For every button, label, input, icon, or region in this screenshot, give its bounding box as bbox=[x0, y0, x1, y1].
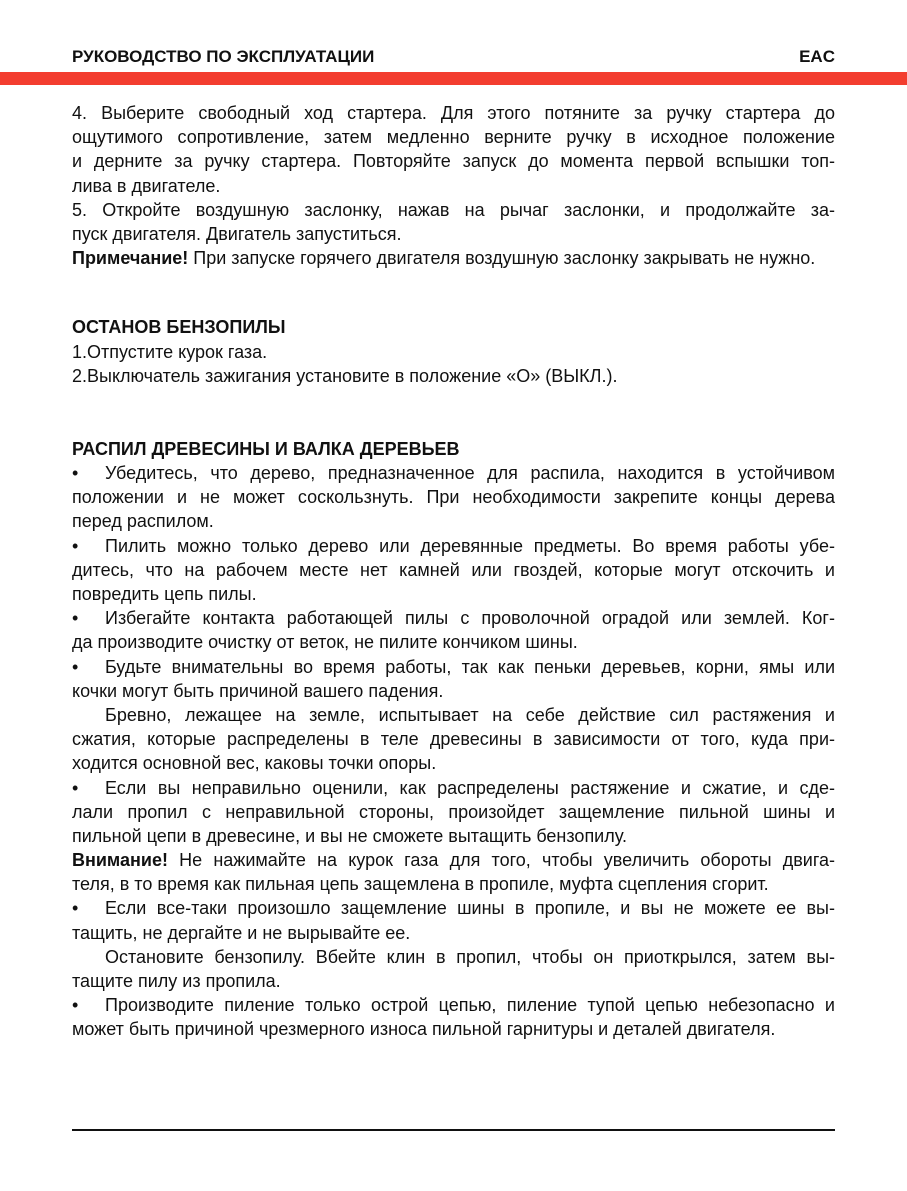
line-text: Если все-таки произошло защемление шины в пропиле, и вы не можете ее вы- bbox=[105, 898, 835, 919]
text-block-bullet bbox=[72, 993, 835, 1041]
text-block-bullet bbox=[72, 534, 835, 607]
footer-rule bbox=[72, 1129, 835, 1131]
line-text: Не нажимайте на курок газа для того, чтобы увеличить обороты двига- bbox=[167, 850, 835, 871]
line-text: кочки могут быть причиной вашего падения. bbox=[72, 680, 444, 701]
text-line bbox=[72, 1017, 835, 1041]
bullet-icon: • bbox=[72, 898, 79, 919]
text-block-note bbox=[72, 848, 835, 896]
line-text: положении и не может соскользнуть. При необходимости закрепите концы дерева bbox=[72, 487, 835, 508]
note-label: Примечание! bbox=[72, 248, 189, 269]
line-text: 1.Отпустите курок газа. bbox=[72, 341, 268, 362]
line-text: Будьте внимательны во время работы, так как пеньки деревьев, корни, ямы или bbox=[105, 656, 835, 677]
line-text: Бревно, лежащее на земле, испытывает на себе действие сил растяжения и bbox=[105, 704, 835, 725]
note-label: Внимание! bbox=[72, 850, 168, 871]
line-text: ходится основной вес, каковы точки опоры. bbox=[72, 753, 437, 774]
text-line bbox=[72, 993, 835, 1017]
text-line bbox=[72, 969, 835, 993]
section bbox=[72, 437, 835, 1042]
text-line bbox=[72, 174, 835, 198]
line-text: теля, в то время как пильная цепь защемлена в пропиле, муфта сцепления сгорит. bbox=[72, 874, 769, 895]
text-block-plain bbox=[72, 340, 835, 364]
section bbox=[72, 315, 835, 388]
text-line bbox=[72, 509, 835, 533]
line-text: 2.Выключатель зажигания установите в положение «О» (ВЫКЛ.). bbox=[72, 365, 618, 386]
text-block-bullet bbox=[72, 606, 835, 654]
bullet-icon: • bbox=[72, 777, 79, 798]
line-text: и дерните за ручку стартера. Повторяйте запуск до момента первой вспышки топ- bbox=[72, 151, 835, 172]
text-line bbox=[72, 727, 835, 751]
line-text: дитесь, что на рабочем месте нет камней или гвоздей, которые могут отскочить и bbox=[72, 559, 835, 580]
text-block-bullet bbox=[72, 776, 835, 849]
line-text: Убедитесь, что дерево, предназначенное для распила, находится в устойчивом bbox=[105, 463, 835, 484]
text-block-para bbox=[72, 101, 835, 198]
text-block-indent bbox=[72, 945, 835, 993]
bullet-icon: • bbox=[72, 656, 79, 677]
line-text: пуск двигателя. Двигатель запуститься. bbox=[72, 223, 402, 244]
text-line bbox=[72, 198, 835, 222]
text-line bbox=[72, 872, 835, 896]
text-block-bullet bbox=[72, 655, 835, 703]
text-line bbox=[72, 776, 835, 800]
line-text: Производите пиление только острой цепью, пиление тупой цепью небезопасно и bbox=[105, 995, 835, 1016]
section-heading: РАСПИЛ ДРЕВЕСИНЫ И ВАЛКА ДЕРЕВЬЕВ bbox=[72, 438, 460, 459]
line-text: да производите очистку от веток, не пилите кончиком шины. bbox=[72, 632, 578, 653]
text-line bbox=[72, 149, 835, 173]
document-header-title: РУКОВОДСТВО ПО ЭКСПЛУАТАЦИИ bbox=[72, 47, 375, 66]
text-line bbox=[72, 534, 835, 558]
eac-mark: EAC bbox=[799, 47, 835, 66]
text-line bbox=[72, 630, 835, 654]
text-line bbox=[72, 246, 835, 270]
text-line bbox=[72, 222, 835, 246]
text-block-indent bbox=[72, 703, 835, 776]
text-line bbox=[72, 896, 835, 920]
text-line bbox=[72, 679, 835, 703]
text-line bbox=[72, 340, 835, 364]
line-text: Если вы неправильно оценили, как распределены растяжение и сжатие, и сде- bbox=[105, 777, 835, 798]
text-line bbox=[72, 606, 835, 630]
line-text: Избегайте контакта работающей пилы с проволочной оградой или землей. Ког- bbox=[105, 608, 835, 629]
line-text: тащить, не дергайте и не вырывайте ее. bbox=[72, 922, 411, 943]
text-line bbox=[72, 945, 835, 969]
text-line bbox=[72, 101, 835, 125]
text-line bbox=[72, 125, 835, 149]
text-block-bullet bbox=[72, 461, 835, 534]
line-text: тащите пилу из пропила. bbox=[72, 971, 281, 991]
line-text: сжатия, которые распределены в теле древесины в зависимости от того, куда при- bbox=[72, 729, 835, 750]
text-line bbox=[72, 558, 835, 582]
bullet-icon: • bbox=[72, 608, 79, 629]
line-text: лали пропил с неправильной стороны, произойдет защемление пильной шины и bbox=[72, 801, 835, 822]
text-line bbox=[72, 848, 835, 872]
text-line bbox=[72, 582, 835, 606]
text-block-para bbox=[72, 198, 835, 246]
text-line bbox=[72, 824, 835, 848]
line-text: может быть причиной чрезмерного износа пильной гарнитуры и деталей двигателя. bbox=[72, 1019, 776, 1040]
page-content bbox=[72, 101, 835, 1042]
text-line bbox=[72, 751, 835, 775]
line-text: пильной цепи в древесине, и вы не сможете вытащить бензопилу. bbox=[72, 825, 627, 846]
bullet-icon: • bbox=[72, 995, 79, 1016]
text-line bbox=[72, 921, 835, 945]
line-text: 4. Выберите свободный ход стартера. Для этого потяните за ручку стартера до bbox=[72, 103, 835, 123]
bullet-icon: • bbox=[72, 535, 79, 556]
text-line bbox=[72, 800, 835, 824]
header-red-bar bbox=[0, 72, 907, 85]
line-text: перед распилом. bbox=[72, 511, 214, 532]
text-block-bullet bbox=[72, 896, 835, 944]
line-text: При запуске горячего двигателя воздушную заслонку закрывать не нужно. bbox=[188, 248, 816, 269]
text-line bbox=[72, 485, 835, 509]
text-block-plain bbox=[72, 364, 835, 388]
section bbox=[72, 101, 835, 270]
line-text: повредить цепь пилы. bbox=[72, 584, 257, 604]
text-line bbox=[72, 655, 835, 679]
text-line bbox=[72, 703, 835, 727]
section-heading: ОСТАНОВ БЕНЗОПИЛЫ bbox=[72, 317, 286, 338]
text-line bbox=[72, 461, 835, 485]
line-text: Остановите бензопилу. Вбейте клин в пропил, чтобы он приоткрылся, затем вы- bbox=[105, 946, 835, 967]
text-block-note bbox=[72, 246, 835, 270]
line-text: Пилить можно только дерево или деревянные предметы. Во время работы убе- bbox=[105, 535, 835, 556]
text-line bbox=[72, 364, 835, 388]
line-text: 5. Откройте воздушную заслонку, нажав на рычаг заслонки, и продолжайте за- bbox=[72, 199, 835, 220]
line-text: ощутимого сопротивление, затем медленно верните ручку в исходное положение bbox=[72, 127, 835, 148]
bullet-icon: • bbox=[72, 463, 79, 484]
line-text: лива в двигателе. bbox=[72, 175, 221, 196]
